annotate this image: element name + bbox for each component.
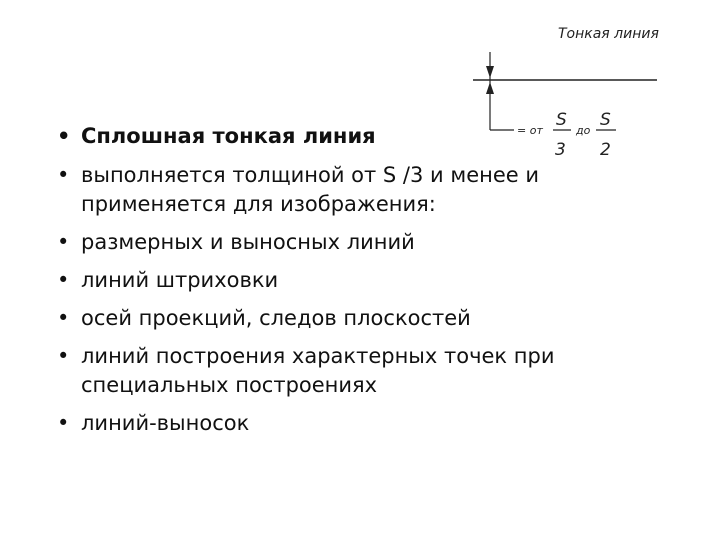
bullet-item: • осей проекций, следов плоскостей (57, 304, 617, 333)
diagram-title: Тонкая линия (558, 26, 659, 42)
diagram-prefix: = от (517, 124, 543, 137)
bullet-heading: • Сплошная тонкая линия (57, 122, 617, 151)
bullet-list (57, 122, 617, 447)
bullet-item: • линий-выносок (57, 409, 617, 438)
fraction2-denominator: 2 (600, 140, 611, 160)
bullet-item: • размерных и выносных линий (57, 228, 617, 257)
fraction1-denominator: 3 (555, 140, 566, 160)
arrow-up-icon (486, 82, 494, 94)
fraction2-numerator: S (600, 110, 611, 130)
fraction1-numerator: S (556, 110, 567, 130)
bullet-item: • линий построения характерных точек при специальных построениях (57, 342, 617, 400)
diagram-between: до (576, 124, 591, 137)
bullet-item: • линий штриховки (57, 266, 617, 295)
arrow-down-icon (486, 66, 494, 78)
bullet-item: • выполняется толщиной от S /3 и менее и применяется для изображения: (57, 161, 617, 219)
